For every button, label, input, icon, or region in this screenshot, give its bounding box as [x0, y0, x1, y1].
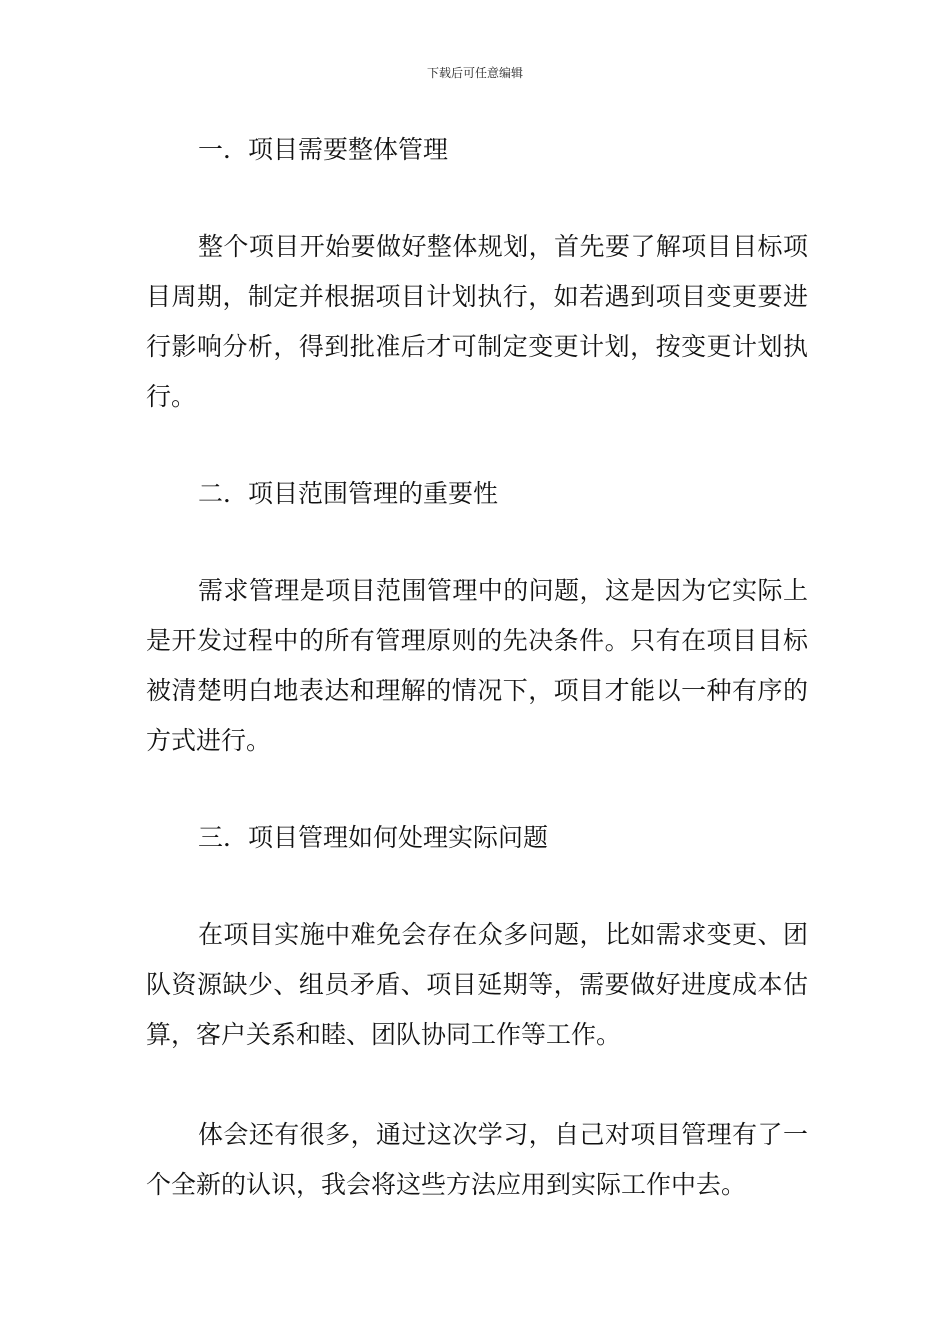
- spacer: [146, 516, 808, 566]
- header-note: 下载后可任意编辑: [426, 66, 523, 80]
- closing-paragraph: 体会还有很多，通过这次学习，自己对项目管理有了一个全新的认识，我会将这些方法应用到实际工作中去。: [146, 1120, 808, 1199]
- section-3-paragraph: 在项目实施中难免会存在众多问题，比如需求变更、团队资源缺少、组员矛盾、项目延期等，需要做好进度成本估算，客户关系和睦、团队协同工作等工作。: [146, 920, 808, 1049]
- section-2-paragraph: 需求管理是项目范围管理中的问题，这是因为它实际上是开发过程中的所有管理原则的先决条件。只有在项目目标被清楚明白地表达和理解的情况下，项目才能以一种有序的方式进行。: [146, 576, 808, 755]
- spacer: [146, 172, 808, 222]
- spacer: [146, 422, 808, 472]
- section-1-paragraph: 整个项目开始要做好整体规划，首先要了解项目目标项目周期，制定并根据项目计划执行，如若遇到项目变更要进行影响分析，得到批准后才可制定变更计划，按变更计划执行。: [146, 232, 808, 411]
- section-1-heading: 一．项目需要整体管理: [198, 135, 449, 164]
- section-3-heading: 三．项目管理如何处理实际问题: [198, 823, 549, 852]
- spacer: [146, 766, 808, 816]
- section-2-heading: 二．项目范围管理的重要性: [198, 479, 499, 508]
- spacer: [146, 860, 808, 910]
- spacer: [146, 1060, 808, 1110]
- document-body: [146, 128, 808, 1210]
